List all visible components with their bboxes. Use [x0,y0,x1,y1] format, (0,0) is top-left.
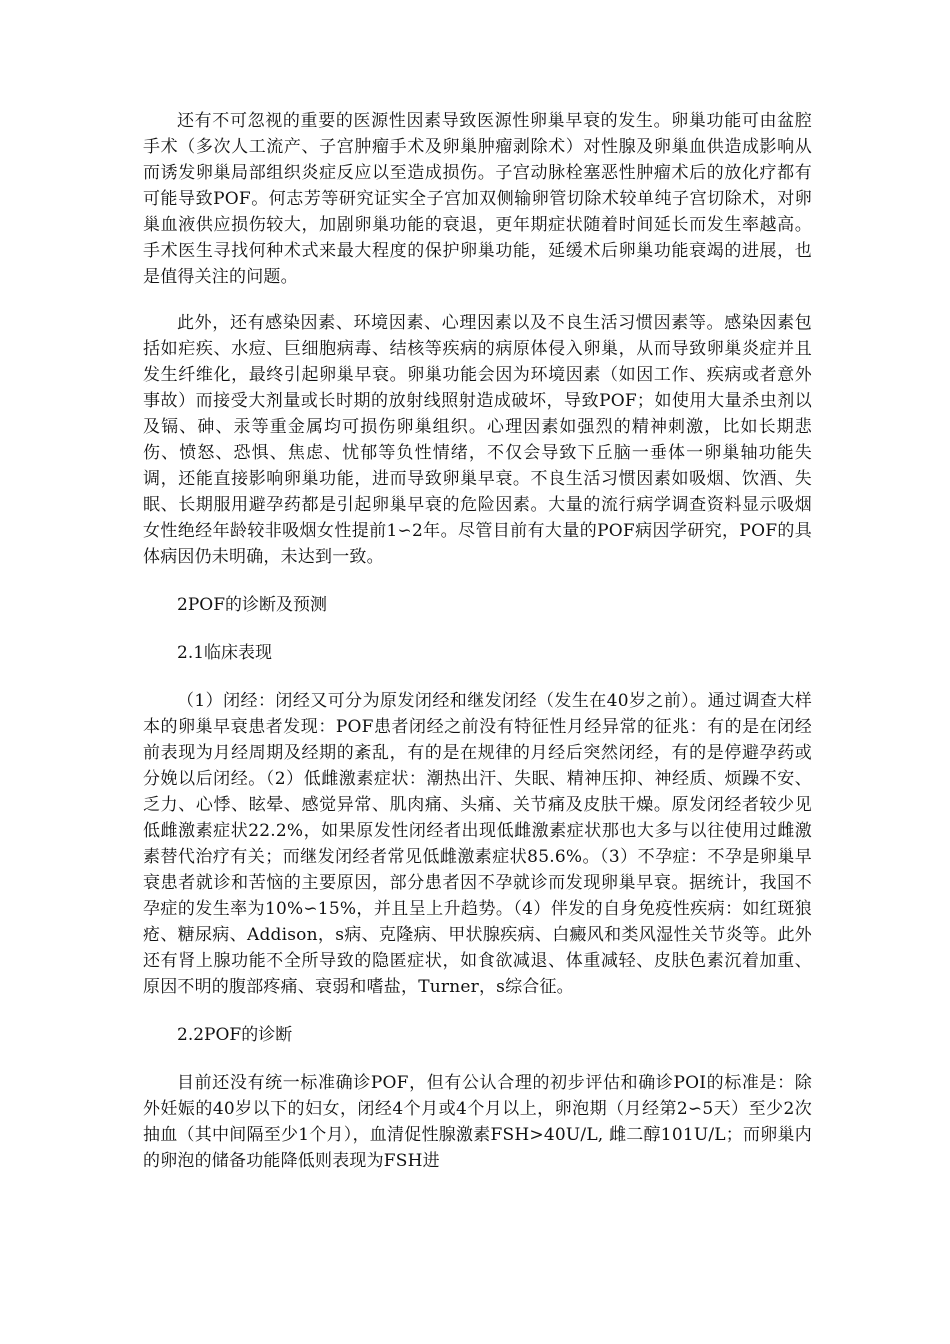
document-body [143,108,812,1174]
paragraph-diagnosis-criteria: 目前还没有统一标准确诊POF，但有公认合理的初步评估和确诊POI的标准是：除外妊娠的40岁以下的妇女，闭经4个月或4个月以上，卵泡期（月经第2∽5天）至少2次抽血（其中间隔至少1个月），血清促性腺激素FSH>40U/L, 雌二醇101U/L；而卵巢内的卵泡的储备功能降低则表现为FSH进 [143,1073,812,1171]
subsection-heading-pof-diagnosis: 2.2POF的诊断 [177,1025,293,1045]
subsection-heading-clinical-manifestations: 2.1临床表现 [177,643,273,663]
paragraph-iatrogenic-factors: 还有不可忽视的重要的医源性因素导致医源性卵巢早衰的发生。卵巢功能可由盆腔手术（多次人工流产、子宫肿瘤手术及卵巢肿瘤剥除术）对性腺及卵巢血供造成影响从而诱发卵巢局部组织炎症反应以至造成损伤。子宫动脉栓塞恶性肿瘤术后的放化疗都有可能导致POF。何志芳等研究证实全子宫加双侧输卵管切除术较单纯子宫切除术，对卵巢血液供应损伤较大，加剧卵巢功能的衰退，更年期症状随着时间延长而发生率越高。手术医生寻找何种术式来最大程度的保护卵巢功能，延缓术后卵巢功能衰竭的进展，也是值得关注的问题。 [143,111,812,287]
paragraph-other-factors: 此外，还有感染因素、环境因素、心理因素以及不良生活习惯因素等。感染因素包括如疟疾、水痘、巨细胞病毒、结核等疾病的病原体侵入卵巢，从而导致卵巢炎症并且发生纤维化，最终引起卵巢早衰。卵巢功能会因为环境因素（如因工作、疾病或者意外事故）而接受大剂量或长时期的放射线照射造成破坏，导致POF；如使用大量杀虫剂以及镉、砷、汞等重金属均可损伤卵巢组织。心理因素如强烈的精神刺激，比如长期悲伤、愤怒、恐惧、焦虑、忧郁等负性情绪，不仅会导致下丘脑一垂体一卵巢轴功能失调，还能直接影响卵巢功能，进而导致卵巢早衰。不良生活习惯因素如吸烟、饮酒、失眠、长期服用避孕药都是引起卵巢早衰的危险因素。大量的流行病学调查资料显示吸烟女性绝经年龄较非吸烟女性提前1∽2年。尽管目前有大量的POF病因学研究，POF的具体病因仍未明确，未达到一致。 [143,313,812,567]
paragraph-clinical-manifestations: （1）闭经：闭经又可分为原发闭经和继发闭经（发生在40岁之前）。通过调查大样本的卵巢早衰患者发现：POF患者闭经之前没有特征性月经异常的征兆：有的是在闭经前表现为月经周期及经期的紊乱，有的是在规律的月经后突然闭经，有的是停避孕药或分娩以后闭经。（2）低雌激素症状：潮热出汗、失眠、精神压抑、神经质、烦躁不安、乏力、心悸、眩晕、感觉异常、肌肉痛、头痛、关节痛及皮肤干燥。原发闭经者较少见低雌激素症状22.2%，如果原发性闭经者出现低雌激素症状那也大多与以往使用过雌激素替代治疗有关；而继发闭经者常见低雌激素症状85.6%。（3）不孕症：不孕是卵巢早衰患者就诊和苦恼的主要原因，部分患者因不孕就诊而发现卵巢早衰。据统计，我国不孕症的发生率为10%∽15%，并且呈上升趋势。（4）伴发的自身免疫性疾病：如红斑狼疮、糖尿病、Addison，s病、克隆病、甲状腺疾病、白癜风和类风湿性关节炎等。此外还有肾上腺功能不全所导致的隐匿症状，如食欲减退、体重减轻、皮肤色素沉着加重、原因不明的腹部疼痛、衰弱和嗜盐，Turner，s综合征。 [143,691,812,997]
section-heading-diagnosis-prediction: 2POF的诊断及预测 [177,595,327,615]
